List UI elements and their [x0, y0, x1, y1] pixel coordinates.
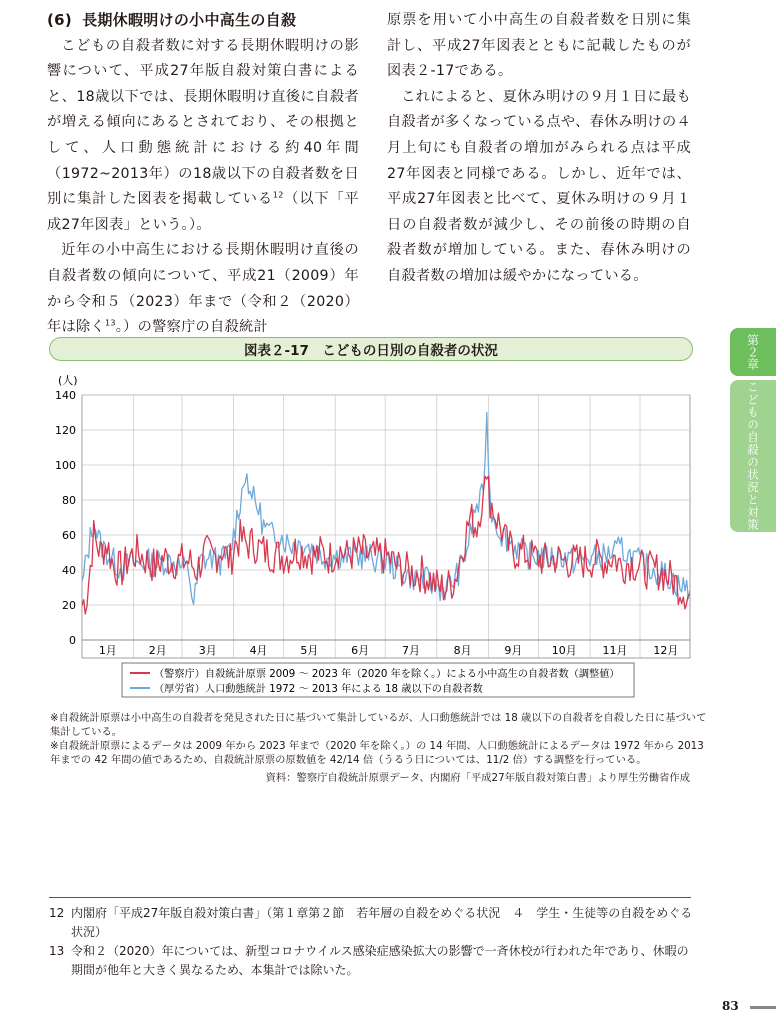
paragraph-2-tail: 。）の警察庁の自殺統計	[115, 319, 268, 336]
chapter-title-tab[interactable]: こどもの自殺の状況と対策	[730, 380, 776, 532]
y-tick-label: 0	[69, 634, 76, 647]
note-1: ※自殺統計原票は小中高生の自殺者を発見された日に基づいて集計しているが、人口動態統計では 18 歳以下の自殺者を自殺した日に基づいて集計している。	[50, 712, 707, 738]
page-number: 83	[722, 999, 739, 1013]
x-tick-label: 9月	[504, 644, 523, 657]
paragraph-1	[47, 34, 359, 239]
footnote-13	[49, 942, 693, 980]
chart-legend	[122, 663, 634, 697]
x-tick-label: 10月	[551, 644, 577, 657]
figure-title-bar	[49, 337, 693, 361]
y-axis-unit: (人)	[58, 374, 78, 387]
footnote-ref-13[interactable]: 13	[104, 318, 116, 328]
y-tick-label: 20	[62, 599, 76, 612]
x-tick-label: 7月	[401, 644, 420, 657]
footnote-12	[49, 904, 693, 942]
y-tick-label: 100	[55, 459, 76, 472]
chapter-tab[interactable]: 第２章	[730, 328, 776, 376]
footnote-text: 内閣府「平成27年版自殺対策白書」（第１章第２節 若年層の自殺をめぐる状況 ４ 学生・生徒等の自殺をめぐる状況）	[71, 906, 693, 939]
source-note: 資料：警察庁自殺統計原票データ、内閣府「平成27年版自殺対策白書」より厚生労働省作成	[265, 772, 690, 784]
x-tick-label: 11月	[602, 644, 628, 657]
plot-frame	[82, 395, 690, 640]
x-tick-label: 12月	[653, 644, 679, 657]
y-tick-label: 60	[62, 529, 76, 542]
month-band	[82, 640, 690, 658]
x-tick-label: 8月	[453, 644, 472, 657]
note-2: ※自殺統計原票によるデータは 2009 年から 2023 年まで（2020 年を除く。）の 14 年間、人口動態統計によるデータは 1972 年から 2013 年までの 42 年間の値であるため、自殺統計原票の原数値を 42/14 倍（うるう日については、11/2 倍）する調整を行っている。	[50, 740, 704, 766]
y-tick-label: 80	[62, 494, 76, 507]
page-number-bar	[750, 1006, 776, 1009]
paragraph-2-text: 近年の小中高生における長期休暇明け直後の自殺者数の傾向について、平成21（2009）年から令和５（2023）年まで（令和２（2020）年は除く	[47, 242, 359, 336]
paragraph-1-tail: （以下「平成27年図表」という。）。	[47, 191, 359, 233]
legend-label-police: （警察庁）自殺統計原票 2009 ～ 2023 年（2020 年を除く。）による小中高生の自殺者数（調整値）	[154, 669, 620, 680]
footnote-text: 令和２（2020）年については、新型コロナウイルス感染症感染拡大の影響で一斉休校が行われた年であり、休暇の期間が他年と大きく異なるため、本集計では除いた。	[71, 944, 689, 977]
y-tick-label: 120	[55, 424, 76, 437]
x-tick-label: 3月	[198, 644, 217, 657]
chart-grid	[82, 395, 690, 658]
section-title: 長期休暇明けの小中高生の自殺	[82, 11, 297, 29]
legend-label-mhlw: （厚労省）人口動態統計 1972 ～ 2013 年による 18 歳以下の自殺者数	[154, 684, 483, 695]
x-tick-label: 5月	[300, 644, 319, 657]
left-text-column	[47, 8, 359, 341]
section-number: (6)	[47, 11, 73, 29]
y-tick-label: 140	[55, 389, 76, 402]
footnote-number: 13	[49, 944, 65, 958]
line-chart	[40, 368, 700, 708]
footnote-number: 12	[49, 906, 65, 920]
section-heading	[47, 8, 359, 34]
paragraph-2-continued: 原票を用いて小中高生の自殺者数を日別に集計し、平成27年図表とともに記載したものが図表２-17である。	[387, 12, 691, 80]
right-text-column	[387, 8, 691, 290]
x-tick-label: 2月	[148, 644, 167, 657]
y-tick-label: 40	[62, 564, 76, 577]
x-tick-label: 1月	[98, 644, 117, 657]
paragraph-2	[47, 238, 359, 340]
paragraph-1-text: こどもの自殺者数に対する長期休暇明けの影響について、平成27年版自殺対策白書によると、18歳以下では、長期休暇明け直後に自殺者が増える傾向にあるとされており、その根拠として、人口動態統計における約40年間（1972~2013年）の18歳以下の自殺者数を日別に集計した図表を掲載している	[47, 37, 359, 208]
x-tick-label: 4月	[249, 644, 268, 657]
x-tick-label: 6月	[351, 644, 370, 657]
footnote-divider	[49, 897, 691, 898]
x-axis	[82, 640, 690, 658]
figure-title: 図表２-17 こどもの日別の自殺者の状況	[244, 343, 498, 359]
y-ticks	[55, 389, 76, 647]
footnote-ref-12[interactable]: 12	[272, 190, 284, 200]
paragraph-3: これによると、夏休み明けの９月１日に最も自殺者が多くなっている点や、春休み明けの４月上旬にも自殺者の増加がみられる点は平成27年図表と同様である。しかし、近年では、平成27年図表と比べて、夏休み明けの９月１日の自殺者数が減少し、その前後の時期の自殺者数が増加している。また、春休み明けの自殺者数の増加は緩やかになっている。	[387, 88, 691, 284]
